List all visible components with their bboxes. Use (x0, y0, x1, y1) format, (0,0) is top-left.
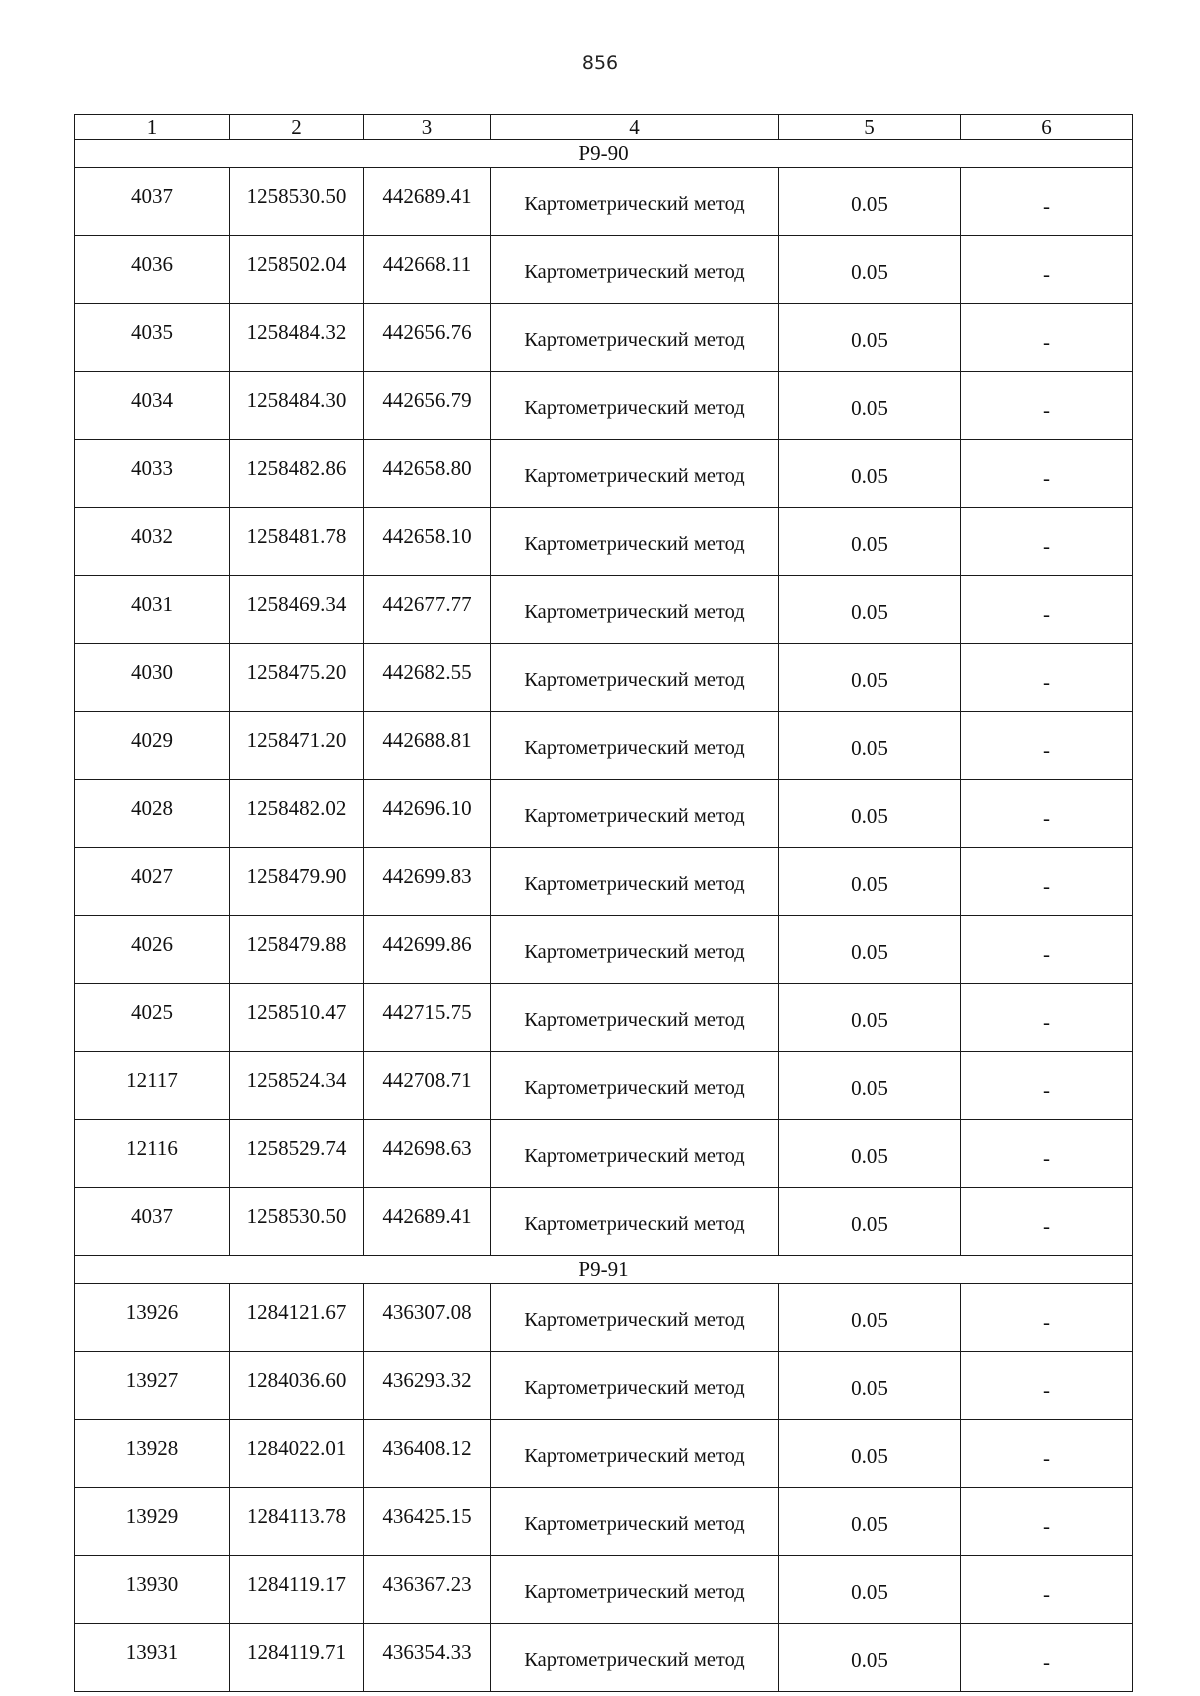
note-cell: - (961, 1624, 1133, 1692)
table-row (75, 236, 1133, 304)
x-coordinate-cell: 1258502.04 (230, 236, 364, 304)
method-cell: Картометрический метод (491, 848, 779, 916)
y-coordinate-cell: 442698.63 (364, 1120, 491, 1188)
note-cell: - (961, 1556, 1133, 1624)
note-cell: - (961, 644, 1133, 712)
method-cell: Картометрический метод (491, 916, 779, 984)
x-coordinate-cell: 1258510.47 (230, 984, 364, 1052)
accuracy-cell: 0.05 (779, 1284, 961, 1352)
note-cell: - (961, 984, 1133, 1052)
table-row (75, 916, 1133, 984)
note-cell: - (961, 1488, 1133, 1556)
method-cell: Картометрический метод (491, 712, 779, 780)
table-row (75, 1556, 1133, 1624)
method-cell: Картометрический метод (491, 1488, 779, 1556)
point-number-cell: 4035 (75, 304, 230, 372)
table-row (75, 780, 1133, 848)
accuracy-cell: 0.05 (779, 1420, 961, 1488)
table-row (75, 1120, 1133, 1188)
y-coordinate-cell: 442656.76 (364, 304, 491, 372)
column-header-1: 1 (75, 115, 230, 140)
y-coordinate-cell: 436354.33 (364, 1624, 491, 1692)
note-cell: - (961, 1120, 1133, 1188)
method-cell: Картометрический метод (491, 1120, 779, 1188)
x-coordinate-cell: 1258475.20 (230, 644, 364, 712)
accuracy-cell: 0.05 (779, 372, 961, 440)
y-coordinate-cell: 442689.41 (364, 168, 491, 236)
accuracy-cell: 0.05 (779, 916, 961, 984)
point-number-cell: 13928 (75, 1420, 230, 1488)
method-cell: Картометрический метод (491, 1284, 779, 1352)
x-coordinate-cell: 1258484.30 (230, 372, 364, 440)
x-coordinate-cell: 1284036.60 (230, 1352, 364, 1420)
column-header-3: 3 (364, 115, 491, 140)
column-header-2: 2 (230, 115, 364, 140)
point-number-cell: 4031 (75, 576, 230, 644)
point-number-cell: 4033 (75, 440, 230, 508)
table-row (75, 440, 1133, 508)
method-cell: Картометрический метод (491, 1188, 779, 1256)
accuracy-cell: 0.05 (779, 1488, 961, 1556)
y-coordinate-cell: 436408.12 (364, 1420, 491, 1488)
table-row (75, 1352, 1133, 1420)
method-cell: Картометрический метод (491, 508, 779, 576)
point-number-cell: 4034 (75, 372, 230, 440)
table-row (75, 1188, 1133, 1256)
point-number-cell: 12116 (75, 1120, 230, 1188)
note-cell: - (961, 780, 1133, 848)
method-cell: Картометрический метод (491, 1352, 779, 1420)
x-coordinate-cell: 1258469.34 (230, 576, 364, 644)
coordinates-table (74, 114, 1133, 1692)
point-number-cell: 4026 (75, 916, 230, 984)
y-coordinate-cell: 442699.86 (364, 916, 491, 984)
accuracy-cell: 0.05 (779, 1120, 961, 1188)
note-cell: - (961, 1052, 1133, 1120)
y-coordinate-cell: 442682.55 (364, 644, 491, 712)
y-coordinate-cell: 442715.75 (364, 984, 491, 1052)
note-cell: - (961, 848, 1133, 916)
accuracy-cell: 0.05 (779, 1352, 961, 1420)
x-coordinate-cell: 1258479.90 (230, 848, 364, 916)
accuracy-cell: 0.05 (779, 712, 961, 780)
method-cell: Картометрический метод (491, 1052, 779, 1120)
x-coordinate-cell: 1258484.32 (230, 304, 364, 372)
method-cell: Картометрический метод (491, 1556, 779, 1624)
y-coordinate-cell: 442656.79 (364, 372, 491, 440)
x-coordinate-cell: 1284113.78 (230, 1488, 364, 1556)
table-row (75, 372, 1133, 440)
point-number-cell: 13929 (75, 1488, 230, 1556)
accuracy-cell: 0.05 (779, 508, 961, 576)
table-body (75, 140, 1133, 1692)
note-cell: - (961, 1420, 1133, 1488)
note-cell: - (961, 168, 1133, 236)
y-coordinate-cell: 436293.32 (364, 1352, 491, 1420)
x-coordinate-cell: 1258471.20 (230, 712, 364, 780)
accuracy-cell: 0.05 (779, 848, 961, 916)
accuracy-cell: 0.05 (779, 1556, 961, 1624)
table-row (75, 1624, 1133, 1692)
method-cell: Картометрический метод (491, 1624, 779, 1692)
note-cell: - (961, 304, 1133, 372)
table-row (75, 1488, 1133, 1556)
x-coordinate-cell: 1258481.78 (230, 508, 364, 576)
table-row (75, 644, 1133, 712)
point-number-cell: 13927 (75, 1352, 230, 1420)
column-header-5: 5 (779, 115, 961, 140)
table-row (75, 848, 1133, 916)
point-number-cell: 13931 (75, 1624, 230, 1692)
x-coordinate-cell: 1258482.02 (230, 780, 364, 848)
note-cell: - (961, 236, 1133, 304)
y-coordinate-cell: 436367.23 (364, 1556, 491, 1624)
point-number-cell: 4028 (75, 780, 230, 848)
y-coordinate-cell: 442677.77 (364, 576, 491, 644)
x-coordinate-cell: 1284119.17 (230, 1556, 364, 1624)
point-number-cell: 4037 (75, 1188, 230, 1256)
accuracy-cell: 0.05 (779, 236, 961, 304)
table-row (75, 1420, 1133, 1488)
group-title: Р9-90 (75, 140, 1133, 168)
method-cell: Картометрический метод (491, 780, 779, 848)
y-coordinate-cell: 442708.71 (364, 1052, 491, 1120)
accuracy-cell: 0.05 (779, 576, 961, 644)
accuracy-cell: 0.05 (779, 1624, 961, 1692)
table-row (75, 508, 1133, 576)
table-row (75, 712, 1133, 780)
point-number-cell: 4025 (75, 984, 230, 1052)
x-coordinate-cell: 1284022.01 (230, 1420, 364, 1488)
point-number-cell: 12117 (75, 1052, 230, 1120)
x-coordinate-cell: 1284119.71 (230, 1624, 364, 1692)
y-coordinate-cell: 436425.15 (364, 1488, 491, 1556)
group-header-row (75, 1256, 1133, 1284)
point-number-cell: 4029 (75, 712, 230, 780)
point-number-cell: 4032 (75, 508, 230, 576)
method-cell: Картометрический метод (491, 168, 779, 236)
point-number-cell: 13930 (75, 1556, 230, 1624)
accuracy-cell: 0.05 (779, 984, 961, 1052)
y-coordinate-cell: 442668.11 (364, 236, 491, 304)
y-coordinate-cell: 442696.10 (364, 780, 491, 848)
accuracy-cell: 0.05 (779, 168, 961, 236)
method-cell: Картометрический метод (491, 576, 779, 644)
x-coordinate-cell: 1258530.50 (230, 168, 364, 236)
table-row (75, 304, 1133, 372)
note-cell: - (961, 576, 1133, 644)
table-row (75, 168, 1133, 236)
table-row (75, 984, 1133, 1052)
y-coordinate-cell: 442699.83 (364, 848, 491, 916)
y-coordinate-cell: 442658.10 (364, 508, 491, 576)
point-number-cell: 4037 (75, 168, 230, 236)
x-coordinate-cell: 1258482.86 (230, 440, 364, 508)
accuracy-cell: 0.05 (779, 440, 961, 508)
x-coordinate-cell: 1258524.34 (230, 1052, 364, 1120)
note-cell: - (961, 1352, 1133, 1420)
accuracy-cell: 0.05 (779, 1188, 961, 1256)
accuracy-cell: 0.05 (779, 304, 961, 372)
accuracy-cell: 0.05 (779, 780, 961, 848)
table-row (75, 576, 1133, 644)
point-number-cell: 13926 (75, 1284, 230, 1352)
note-cell: - (961, 712, 1133, 780)
method-cell: Картометрический метод (491, 1420, 779, 1488)
column-header-6: 6 (961, 115, 1133, 140)
note-cell: - (961, 1284, 1133, 1352)
x-coordinate-cell: 1258529.74 (230, 1120, 364, 1188)
table-row (75, 1052, 1133, 1120)
method-cell: Картометрический метод (491, 984, 779, 1052)
y-coordinate-cell: 436307.08 (364, 1284, 491, 1352)
column-header-4: 4 (491, 115, 779, 140)
method-cell: Картометрический метод (491, 440, 779, 508)
method-cell: Картометрический метод (491, 644, 779, 712)
y-coordinate-cell: 442688.81 (364, 712, 491, 780)
method-cell: Картометрический метод (491, 372, 779, 440)
method-cell: Картометрический метод (491, 236, 779, 304)
group-header-row (75, 140, 1133, 168)
x-coordinate-cell: 1258479.88 (230, 916, 364, 984)
note-cell: - (961, 508, 1133, 576)
point-number-cell: 4030 (75, 644, 230, 712)
point-number-cell: 4027 (75, 848, 230, 916)
note-cell: - (961, 372, 1133, 440)
x-coordinate-cell: 1258530.50 (230, 1188, 364, 1256)
column-number-header-row (75, 115, 1133, 140)
y-coordinate-cell: 442689.41 (364, 1188, 491, 1256)
y-coordinate-cell: 442658.80 (364, 440, 491, 508)
accuracy-cell: 0.05 (779, 1052, 961, 1120)
x-coordinate-cell: 1284121.67 (230, 1284, 364, 1352)
point-number-cell: 4036 (75, 236, 230, 304)
page-number: 856 (581, 52, 619, 74)
note-cell: - (961, 1188, 1133, 1256)
method-cell: Картометрический метод (491, 304, 779, 372)
note-cell: - (961, 440, 1133, 508)
group-title: Р9-91 (75, 1256, 1133, 1284)
accuracy-cell: 0.05 (779, 644, 961, 712)
note-cell: - (961, 916, 1133, 984)
table-row (75, 1284, 1133, 1352)
